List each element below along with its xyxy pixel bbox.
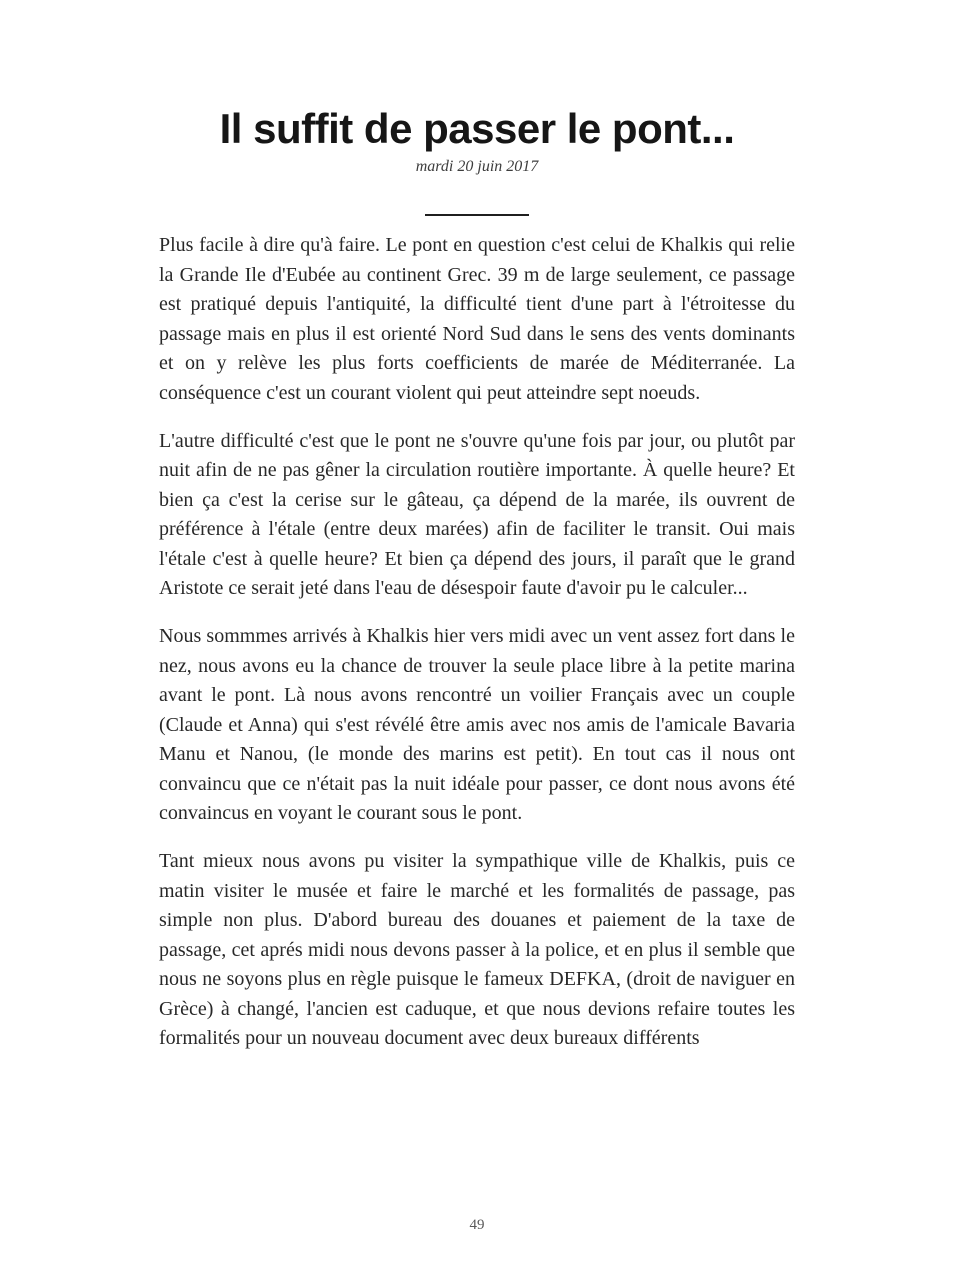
- divider-rule: [425, 214, 529, 216]
- page-footer: [0, 1216, 954, 1234]
- paragraph-1: Plus facile à dire qu'à faire. Le pont en question c'est celui de Khalkis qui relie la Grande Ile d'Eubée au continent Grec. 39 m de large seulement, ce passage est pratiqué depuis l'antiquité, la difficulté tient d'une part à l'étroitesse du passage mais en plus il est orienté Nord Sud dans le sens des vents dominants et on y relève les plus forts coefficients de marée de Méditerranée. La conséquence c'est un courant violent qui peut atteindre sept noeuds.: [159, 234, 795, 404]
- paragraph-4: Tant mieux nous avons pu visiter la sympathique ville de Khalkis, puis ce matin visiter le musée et faire le marché et les formalités de passage, pas simple non plus. D'abord bureau des douanes et paiement de la taxe de passage, cet aprés midi nous devons passer à la police, et en plus il semble que nous ne soyons plus en règle puisque le fameux DEFKA, (droit de naviguer en Grèce) à changé, l'ancien est caduque, et que nous devions refaire toutes les formalités pour un nouveau document avec deux bureaux différents: [159, 850, 795, 1049]
- paragraph-2: L'autre difficulté c'est que le pont ne s'ouvre qu'une fois par jour, ou plutôt par nuit afin de ne pas gêner la circulation routière importante. À quelle heure? Et bien ça c'est la cerise sur le gâteau, ça dépend de la marée, ils ouvrent de préférence à l'étale (entre deux marées) afin de faciliter le transit. Oui mais l'étale c'est à quelle heure? Et bien ça dépend des jours, il paraît que le grand Aristote ce serait jeté dans l'eau de désespoir faute d'avoir pu le calculer...: [159, 429, 795, 599]
- article-body: [159, 231, 795, 1054]
- paragraph-3: Nous sommmes arrivés à Khalkis hier vers midi avec un vent assez fort dans le nez, nous avons eu la chance de trouver la seule place libre à la petite marina avant le pont. Là nous avons rencontré un voilier Français avec un couple (Claude et Anna) qui s'est révélé être amis avec nos amis de l'amicale Bavaria Manu et Nanou, (le monde des marins est petit). En tout cas il nous ont convaincu que ce n'était pas la nuit idéale pour passer, ce dont nous avons été convaincus en voyant le courant sous le pont.: [159, 625, 795, 824]
- page-number: 49: [469, 1217, 485, 1233]
- post-date: mardi 20 juin 2017: [415, 158, 539, 175]
- document-header: [0, 0, 954, 216]
- page-title: Il suffit de passer le pont...: [219, 105, 735, 152]
